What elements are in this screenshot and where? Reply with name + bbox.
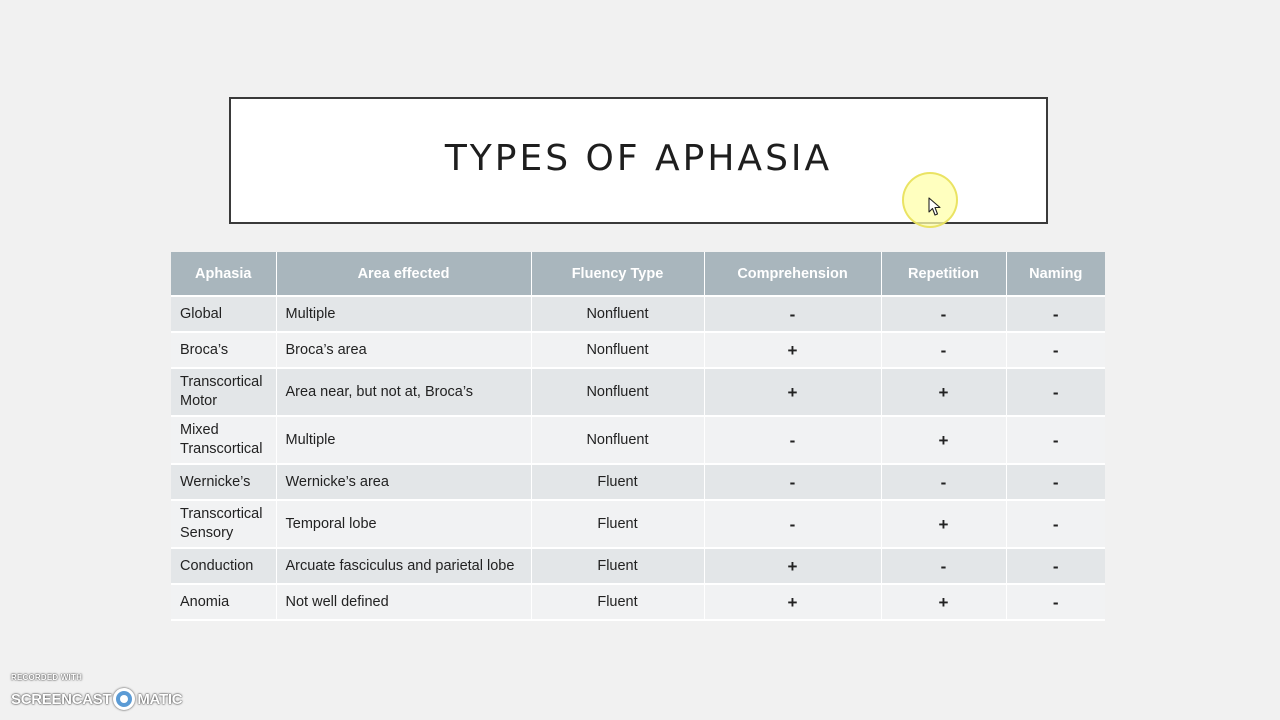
cell-area: Arcuate fasciculus and parietal lobe <box>276 548 531 584</box>
cell-repetition: - <box>881 296 1006 332</box>
cell-repetition: + <box>881 584 1006 620</box>
header-naming: Naming <box>1006 252 1105 296</box>
cell-naming: - <box>1006 500 1105 548</box>
cell-comprehension: + <box>704 368 881 416</box>
table-row <box>171 584 1105 620</box>
cell-repetition: + <box>881 368 1006 416</box>
cell-fluency: Nonfluent <box>531 332 704 368</box>
cell-naming: - <box>1006 584 1105 620</box>
mouse-pointer-icon <box>928 197 942 217</box>
cell-aphasia: Anomia <box>171 584 276 620</box>
cell-aphasia: Transcortical Motor <box>171 368 276 416</box>
cell-naming: - <box>1006 368 1105 416</box>
cell-repetition: + <box>881 500 1006 548</box>
cell-comprehension: + <box>704 332 881 368</box>
watermark-recorded-with: RECORDED WITH <box>11 673 83 682</box>
cell-comprehension: - <box>704 416 881 464</box>
aphasia-table <box>171 252 1105 621</box>
table-row <box>171 500 1105 548</box>
cell-fluency: Nonfluent <box>531 416 704 464</box>
cell-repetition: - <box>881 548 1006 584</box>
watermark-brand <box>11 686 182 712</box>
table-row <box>171 296 1105 332</box>
cell-naming: - <box>1006 464 1105 500</box>
cell-naming: - <box>1006 332 1105 368</box>
watermark-brand-left: SCREENCAST <box>11 690 112 708</box>
table-row <box>171 416 1105 464</box>
cell-fluency: Fluent <box>531 464 704 500</box>
cell-comprehension: - <box>704 296 881 332</box>
cell-comprehension: - <box>704 500 881 548</box>
table-row <box>171 464 1105 500</box>
cell-area: Area near, but not at, Broca’s <box>276 368 531 416</box>
cell-fluency: Fluent <box>531 548 704 584</box>
cell-aphasia: Wernicke’s <box>171 464 276 500</box>
screencast-logo-icon <box>113 688 135 710</box>
cell-repetition: - <box>881 332 1006 368</box>
slide-title: TYPES OF APHASIA <box>444 138 833 179</box>
header-area-effected: Area effected <box>276 252 531 296</box>
table-row <box>171 332 1105 368</box>
cell-fluency: Fluent <box>531 500 704 548</box>
cell-area: Multiple <box>276 416 531 464</box>
cell-repetition: - <box>881 464 1006 500</box>
cell-comprehension: + <box>704 584 881 620</box>
cell-aphasia: Broca’s <box>171 332 276 368</box>
table-row <box>171 368 1105 416</box>
cell-naming: - <box>1006 548 1105 584</box>
cell-aphasia: Mixed Transcortical <box>171 416 276 464</box>
cell-aphasia: Global <box>171 296 276 332</box>
cell-naming: - <box>1006 296 1105 332</box>
cell-area: Broca’s area <box>276 332 531 368</box>
screencast-watermark <box>11 673 191 715</box>
cell-aphasia: Transcortical Sensory <box>171 500 276 548</box>
header-comprehension: Comprehension <box>704 252 881 296</box>
cell-comprehension: - <box>704 464 881 500</box>
table-header-row <box>171 252 1105 296</box>
cell-naming: - <box>1006 416 1105 464</box>
cell-fluency: Nonfluent <box>531 296 704 332</box>
cell-area: Not well defined <box>276 584 531 620</box>
cell-aphasia: Conduction <box>171 548 276 584</box>
cell-fluency: Fluent <box>531 584 704 620</box>
header-aphasia: Aphasia <box>171 252 276 296</box>
cell-comprehension: + <box>704 548 881 584</box>
cell-repetition: + <box>881 416 1006 464</box>
cell-area: Multiple <box>276 296 531 332</box>
watermark-brand-right: MATIC <box>137 690 183 708</box>
cell-area: Temporal lobe <box>276 500 531 548</box>
header-fluency-type: Fluency Type <box>531 252 704 296</box>
cell-area: Wernicke’s area <box>276 464 531 500</box>
cell-fluency: Nonfluent <box>531 368 704 416</box>
table-row <box>171 548 1105 584</box>
header-repetition: Repetition <box>881 252 1006 296</box>
